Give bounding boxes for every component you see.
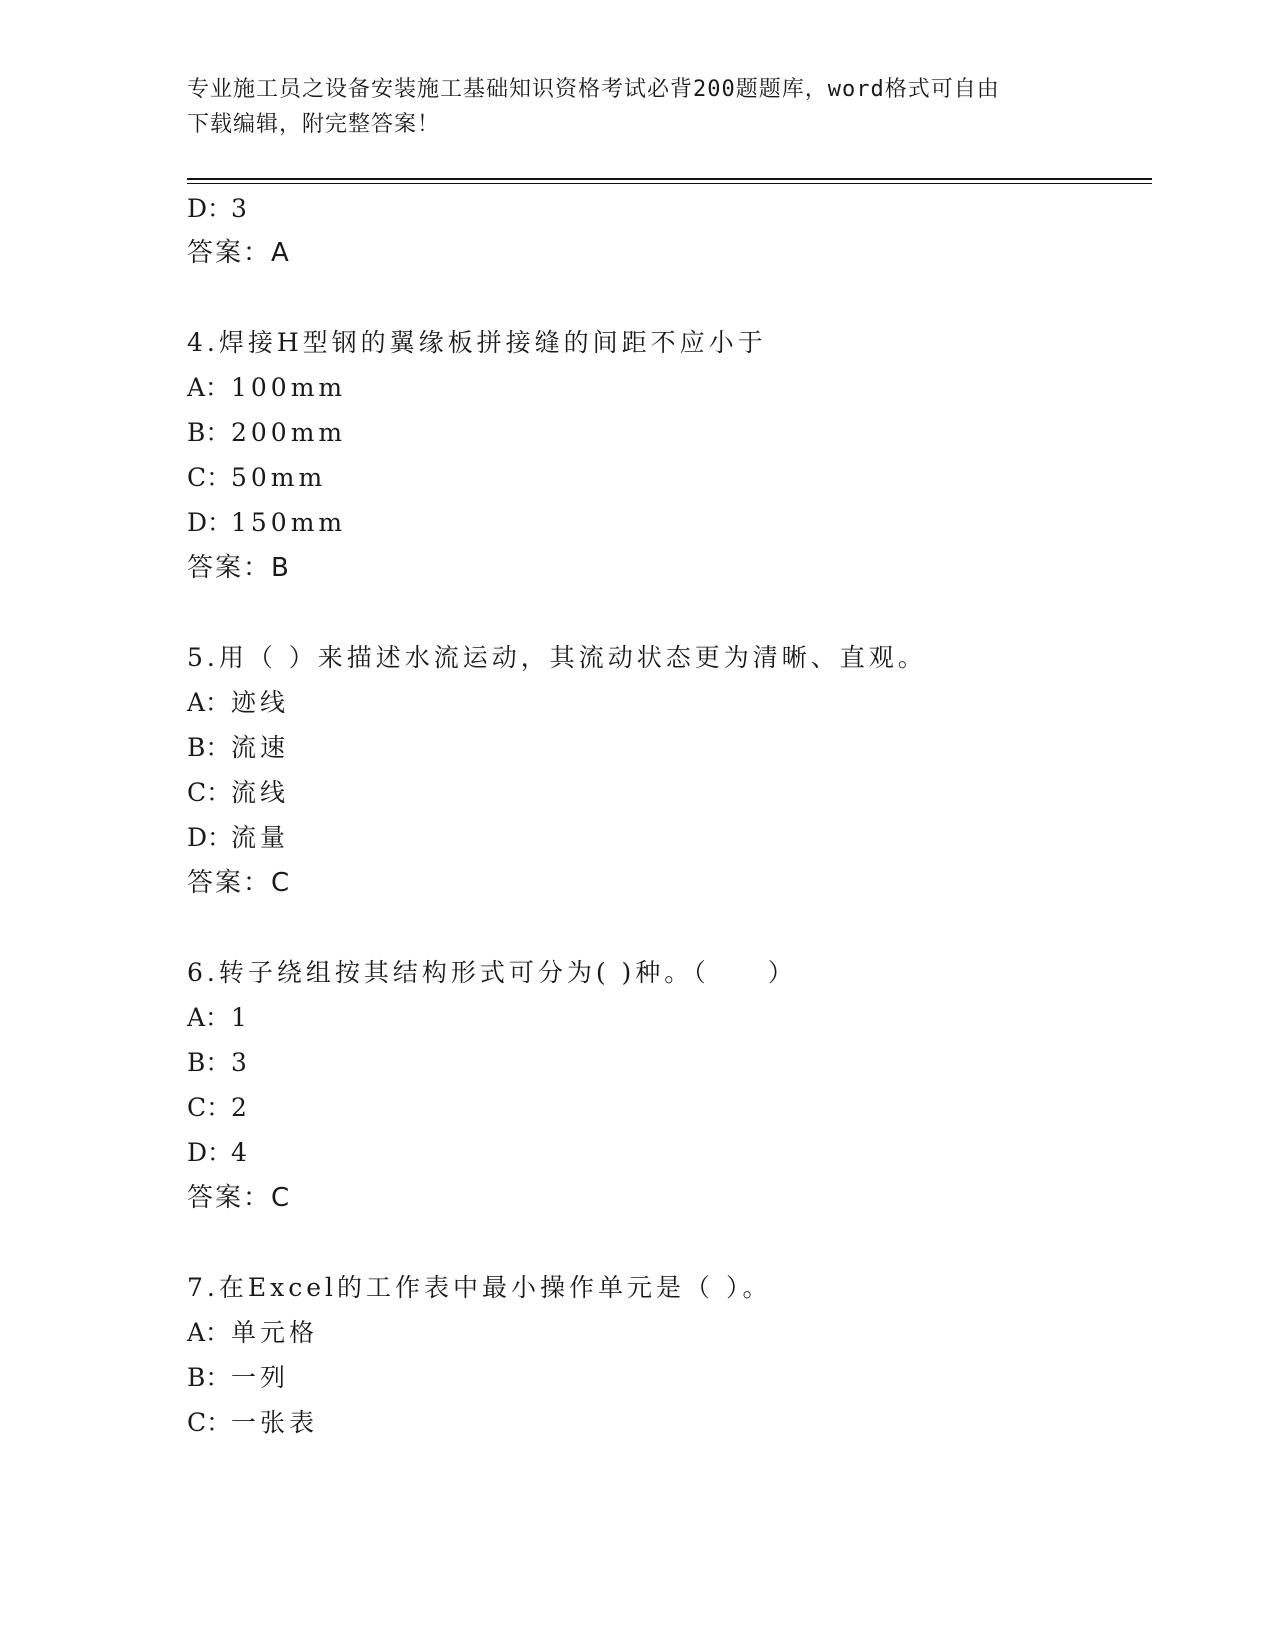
question-stem: 5.用（ ）来描述水流运动，其流动状态更为清晰、直观。 bbox=[187, 643, 927, 672]
option-d bbox=[187, 1137, 251, 1169]
option-text: 流速 bbox=[231, 733, 290, 762]
option-b bbox=[187, 1362, 289, 1394]
option-a bbox=[187, 1317, 318, 1349]
header-title-line-2: 下载编辑，附完整答案！ bbox=[187, 112, 441, 137]
option-text: 150mm bbox=[231, 508, 347, 537]
question-stem: 7.在Excel的工作表中最小操作单元是（ ）。 bbox=[187, 1273, 772, 1302]
option-label: B： bbox=[187, 1363, 231, 1392]
option-text: 100mm bbox=[231, 373, 347, 402]
option-a bbox=[187, 372, 346, 404]
option-label: B： bbox=[187, 733, 231, 762]
option-d bbox=[187, 507, 346, 539]
option-label: C： bbox=[187, 778, 232, 807]
question-stem: 4.焊接H型钢的翼缘板拼接缝的间距不应小于 bbox=[187, 328, 767, 357]
answer-line: 答案：C bbox=[187, 868, 292, 898]
option-c bbox=[187, 777, 289, 809]
option-b bbox=[187, 1047, 251, 1079]
option-b bbox=[187, 417, 346, 449]
option-text: 一列 bbox=[231, 1363, 290, 1392]
option-text: 迹线 bbox=[231, 688, 290, 717]
option-text: 200mm bbox=[231, 418, 347, 447]
option-label: A： bbox=[187, 688, 231, 717]
option-c bbox=[187, 1407, 318, 1439]
option-label: D： bbox=[187, 194, 233, 223]
option-text: 1 bbox=[231, 1003, 251, 1032]
option-a bbox=[187, 687, 289, 719]
option-label: B： bbox=[187, 418, 231, 447]
option-d bbox=[187, 822, 289, 854]
option-d bbox=[187, 193, 251, 225]
option-text: 3 bbox=[231, 1048, 251, 1077]
option-text: 单元格 bbox=[231, 1318, 319, 1347]
option-label: C： bbox=[187, 1408, 232, 1437]
option-label: C： bbox=[187, 463, 232, 492]
option-a bbox=[187, 1002, 251, 1034]
option-text: 3 bbox=[231, 194, 251, 223]
option-label: D： bbox=[187, 508, 233, 537]
option-c bbox=[187, 462, 326, 494]
answer-line: 答案：C bbox=[187, 1183, 292, 1213]
option-b bbox=[187, 732, 289, 764]
option-label: D： bbox=[187, 823, 233, 852]
option-text: 2 bbox=[231, 1093, 251, 1122]
option-label: C： bbox=[187, 1093, 232, 1122]
option-label: A： bbox=[187, 1318, 231, 1347]
answer-line: 答案：B bbox=[187, 553, 291, 583]
document-header bbox=[187, 72, 1087, 142]
option-c bbox=[187, 1092, 251, 1124]
option-text: 流量 bbox=[231, 823, 290, 852]
header-title-line-1: 专业施工员之设备安装施工基础知识资格考试必背200题题库，word格式可自由 bbox=[187, 77, 1000, 102]
header-divider-thick bbox=[187, 178, 1152, 180]
option-text: 一张表 bbox=[231, 1408, 319, 1437]
option-text: 流线 bbox=[231, 778, 290, 807]
option-text: 50mm bbox=[231, 463, 327, 492]
option-text: 4 bbox=[231, 1138, 251, 1167]
question-stem: 6.转子绕组按其结构形式可分为( )种。（ ） bbox=[187, 958, 797, 987]
header-divider-thin bbox=[187, 183, 1152, 184]
option-label: A： bbox=[187, 1003, 231, 1032]
option-label: A： bbox=[187, 373, 231, 402]
answer-line: 答案：A bbox=[187, 238, 291, 268]
option-label: D： bbox=[187, 1138, 233, 1167]
option-label: B： bbox=[187, 1048, 231, 1077]
